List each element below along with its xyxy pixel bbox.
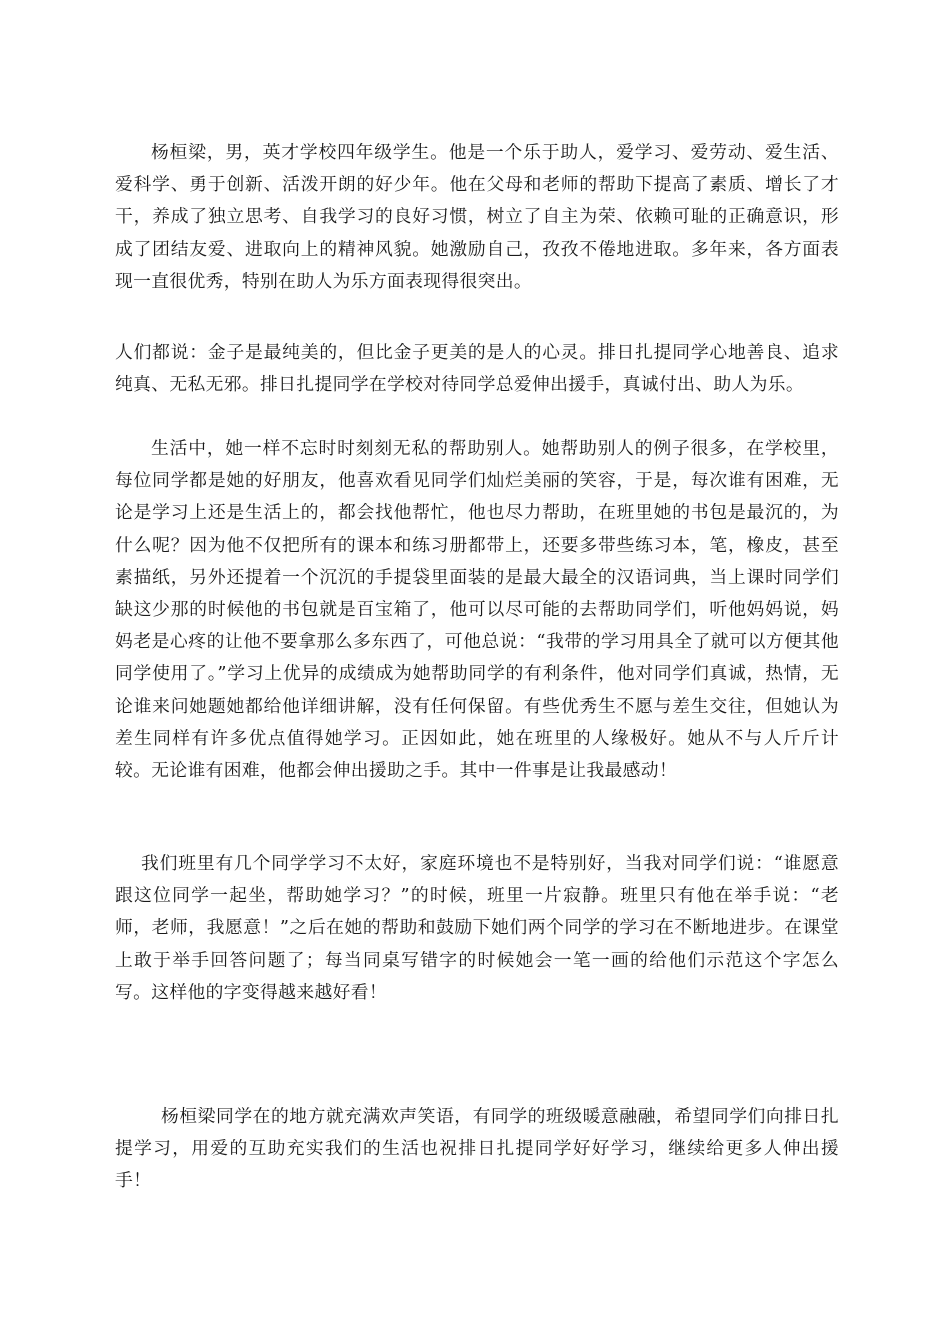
paragraph-conclusion-text: 杨桓梁同学在的地方就充满欢声笑语，有同学的班级暖意融融，希望同学们向排日扎提学习，用爱的互助充实我们的生活也祝排日扎提同学好好学习，继续给更多人伸出援手！ <box>115 1106 839 1192</box>
paragraph-conclusion <box>115 1101 839 1198</box>
paragraph-classmate-story <box>115 848 839 1009</box>
paragraph-classmate-story-text: 我们班里有几个同学学习不太好，家庭环境也不是特别好，当我对同学们说：“谁愿意跟这位同学一起坐，帮助她学习？”的时候，班里一片寂静。班里只有他在举手说：“老师，老师，我愿意！”之后在她的帮助和鼓励下她们两个同学的学习在不断地进步。在课堂上敢于举手回答问题了；每当同桌写错字的时候她会一笔一画的给他们示范这个字怎么写。这样他的字变得越来越好看！ <box>115 853 839 1003</box>
paragraph-intro <box>115 137 839 298</box>
paragraph-helping-others <box>115 433 839 787</box>
paragraph-intro-text: 杨桓梁，男，英才学校四年级学生。他是一个乐于助人，爱学习、爱劳动、爱生活、爱科学、勇于创新、活泼开朗的好少年。他在父母和老师的帮助下提高了素质、增长了才干，养成了独立思考、自我学习的良好习惯，树立了自主为荣、依赖可耻的正确意识，形成了团结友爱、进取向上的精神风貌。她激励自己，孜孜不倦地进取。多年来，各方面表现一直很优秀，特别在助人为乐方面表现得很突出。 <box>115 142 839 292</box>
paragraph-helping-others-text: 生活中，她一样不忘时时刻刻无私的帮助别人。她帮助别人的例子很多，在学校里，每位同学都是她的好朋友，他喜欢看见同学们灿烂美丽的笑容，于是，每次谁有困难，无论是学习上还是生活上的，都会找他帮忙，他也尽力帮助，在班里她的书包是最沉的，为什么呢？因为他不仅把所有的课本和练习册都带上，还要多带些练习本，笔，橡皮，甚至素描纸，另外还提着一个沉沉的手提袋里面装的是最大最全的汉语词典，当上课时同学们缺这少那的时候他的书包就是百宝箱了，他可以尽可能的去帮助同学们，听他妈妈说，妈妈老是心疼的让他不要拿那么多东西了，可他总说：“我带的学习用具全了就可以方便其他同学使用了。”学习上优异的成绩成为她帮助同学的有利条件，他对同学们真诚，热情，无论谁来问她题她都给他详细讲解，没有任何保留。有些优秀生不愿与差生交往，但她认为差生同样有许多优点值得她学习。正因如此，她在班里的人缘极好。她从不与人斤斤计较。无论谁有困难，他都会伸出援助之手。其中一件事是让我最感动！ <box>115 438 839 782</box>
paragraph-golden-heart-text: 人们都说：金子是最纯美的，但比金子更美的是人的心灵。排日扎提同学心地善良、追求纯真、无私无邪。排日扎提同学在学校对待同学总爱伸出援手，真诚付出、助人为乐。 <box>115 342 839 396</box>
paragraph-golden-heart <box>115 337 839 401</box>
